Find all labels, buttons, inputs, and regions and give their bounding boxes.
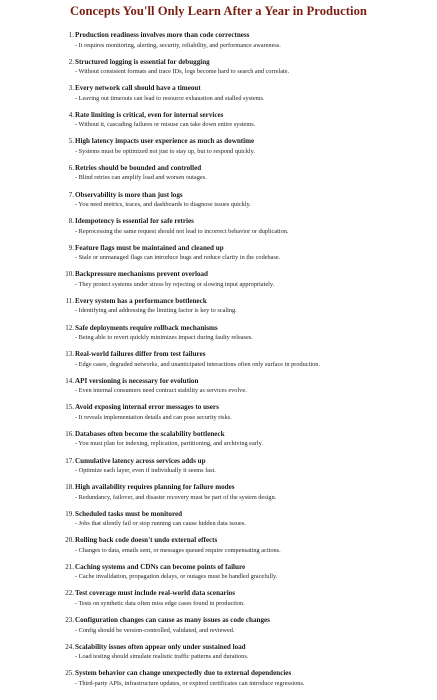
list-item <box>62 429 432 456</box>
list-item <box>62 535 432 562</box>
item-heading: High latency impacts user experience as much as downtime <box>75 137 255 146</box>
item-number: 14. <box>65 376 74 385</box>
item-heading: Scheduled tasks must be monitored <box>75 509 183 518</box>
item-heading: Caching systems and CDNs can become points of failure <box>75 562 246 571</box>
list-item <box>62 216 432 243</box>
item-detail: - It reveals implementation details and can pose security risks. <box>75 413 232 421</box>
item-number: 19. <box>65 509 74 518</box>
item-heading: High availability requires planning for failure modes <box>75 483 235 492</box>
item-number: 7. <box>68 190 74 199</box>
list-item <box>62 296 432 323</box>
item-detail: - Tests on synthetic data often miss edge cases found in production. <box>75 599 245 607</box>
item-number: 12. <box>65 323 74 332</box>
item-heading: Real-world failures differ from test failures <box>75 350 206 359</box>
item-number: 9. <box>68 243 74 252</box>
list-item <box>62 642 432 669</box>
item-heading: Retries should be bounded and controlled <box>75 163 202 172</box>
item-detail: - You must plan for indexing, replication, partitioning, and archiving early. <box>75 440 263 448</box>
list-item <box>62 163 432 190</box>
list-item <box>62 588 432 615</box>
list-item <box>62 509 432 536</box>
item-number: 6. <box>68 163 74 172</box>
item-heading: Rolling back code doesn't undo external effects <box>75 536 218 545</box>
concept-list <box>62 30 432 695</box>
item-number: 21. <box>65 562 74 571</box>
item-detail: - Systems must be optimized not just to stay up, but to respond quickly. <box>75 147 255 155</box>
item-detail: - Third-party APIs, infrastructure updates, or expired certificates can introduce regressions. <box>75 679 305 687</box>
item-number: 16. <box>65 429 74 438</box>
list-item <box>62 57 432 84</box>
item-detail: - Load testing should simulate realistic traffic patterns and durations. <box>75 653 249 661</box>
item-number: 24. <box>65 642 74 651</box>
item-detail: - Without consistent formats and trace IDs, logs become hard to search and correlate. <box>75 68 290 76</box>
item-heading: Avoid exposing internal error messages to users <box>75 403 219 412</box>
item-detail: - Changes to data, emails sent, or messages queued require compensating actions. <box>75 546 281 554</box>
item-number: 13. <box>65 350 74 359</box>
list-item <box>62 615 432 642</box>
list-item <box>62 30 432 57</box>
item-heading: Idempotency is essential for safe retries <box>75 217 194 226</box>
item-detail: - Reprocessing the same request should not lead to incorrect behavior or duplication. <box>75 227 289 235</box>
item-heading: Feature flags must be maintained and cleaned up <box>75 243 224 252</box>
list-item <box>62 349 432 376</box>
item-detail: - Edge cases, degraded networks, and unanticipated interactions often only surface in production. <box>75 360 320 368</box>
item-number: 15. <box>65 403 74 412</box>
item-heading: Rate limiting is critical, even for internal services <box>75 110 224 119</box>
item-detail: - Redundancy, failover, and disaster recovery must be part of the system design. <box>75 493 277 501</box>
item-heading: API versioning is necessary for evolution <box>75 376 199 385</box>
item-detail: - Identifying and addressing the limiting factor is key to scaling. <box>75 307 237 315</box>
item-number: 1. <box>68 31 74 39</box>
list-item <box>62 668 432 695</box>
item-heading: Structured logging is essential for debugging <box>75 57 210 66</box>
item-heading: Production readiness involves more than code correctness <box>75 31 250 39</box>
item-heading: Every system has a performance bottleneck <box>75 296 207 305</box>
list-item <box>62 83 432 110</box>
item-number: 18. <box>65 483 74 492</box>
item-detail: - Without it, cascading failures or misuse can take down entire systems. <box>75 121 256 129</box>
item-number: 3. <box>68 84 74 93</box>
page-title: Concepts You'll Only Learn After a Year in Production <box>70 4 367 18</box>
list-item <box>62 190 432 217</box>
item-heading: Scalability issues often appear only under sustained load <box>75 642 246 651</box>
item-heading: Cumulative latency across services adds up <box>75 456 206 465</box>
list-item <box>62 562 432 589</box>
item-number: 20. <box>65 536 74 545</box>
item-heading: Test coverage must include real-world data scenarios <box>75 589 235 598</box>
list-item <box>62 482 432 509</box>
item-heading: Every network call should have a timeout <box>75 84 201 93</box>
item-detail: - You need metrics, traces, and dashboards to diagnose issues quickly. <box>75 201 251 209</box>
item-detail: - They protect systems under stress by rejecting or slowing input appropriately. <box>75 280 275 288</box>
item-detail: - Leaving out timeouts can lead to resource exhaustion and stalled systems. <box>75 94 265 102</box>
item-detail: - Cache invalidation, propagation delays, or outages must be handled gracefully. <box>75 573 278 581</box>
list-item <box>62 323 432 350</box>
list-item <box>62 110 432 137</box>
item-detail: - Being able to revert quickly minimizes impact during faulty releases. <box>75 334 253 342</box>
item-heading: Backpressure mechanisms prevent overload <box>75 270 209 279</box>
item-detail: - Even internal consumers need contract stability as services evolve. <box>75 387 247 395</box>
list-item <box>62 243 432 270</box>
item-number: 17. <box>65 456 74 465</box>
item-detail: - Stale or unmanaged flags can introduce bugs and reduce clarity in the codebase. <box>75 254 281 262</box>
item-detail: - Config should be version-controlled, validated, and reviewed. <box>75 626 235 634</box>
item-heading: Safe deployments require rollback mechanisms <box>75 323 218 332</box>
item-number: 5. <box>68 137 74 146</box>
item-heading: System behavior can change unexpectedly due to external dependencies <box>75 669 292 678</box>
item-number: 22. <box>65 589 74 598</box>
item-heading: Observability is more than just logs <box>75 190 183 199</box>
list-item <box>62 402 432 429</box>
item-number: 8. <box>68 217 74 226</box>
item-detail: - Blind retries can amplify load and worsen outages. <box>75 174 207 182</box>
list-item <box>62 456 432 483</box>
item-number: 11. <box>65 296 74 305</box>
item-detail: - Optimize each layer, even if individually it seems fast. <box>75 467 216 474</box>
list-item <box>62 136 432 163</box>
item-detail: - Jobs that silently fail or stop running can cause hidden data issues. <box>75 520 246 528</box>
item-heading: Configuration changes can cause as many issues as code changes <box>75 616 270 625</box>
item-heading: Databases often become the scalability bottleneck <box>75 429 225 438</box>
item-number: 23. <box>65 616 74 625</box>
list-item <box>62 269 432 296</box>
item-detail: - It requires monitoring, alerting, security, reliability, and performance awareness. <box>75 41 281 49</box>
item-number: 25. <box>65 669 74 678</box>
list-item <box>62 376 432 403</box>
item-number: 2. <box>68 57 74 66</box>
item-number: 4. <box>68 110 74 119</box>
item-number: 10. <box>65 270 74 279</box>
